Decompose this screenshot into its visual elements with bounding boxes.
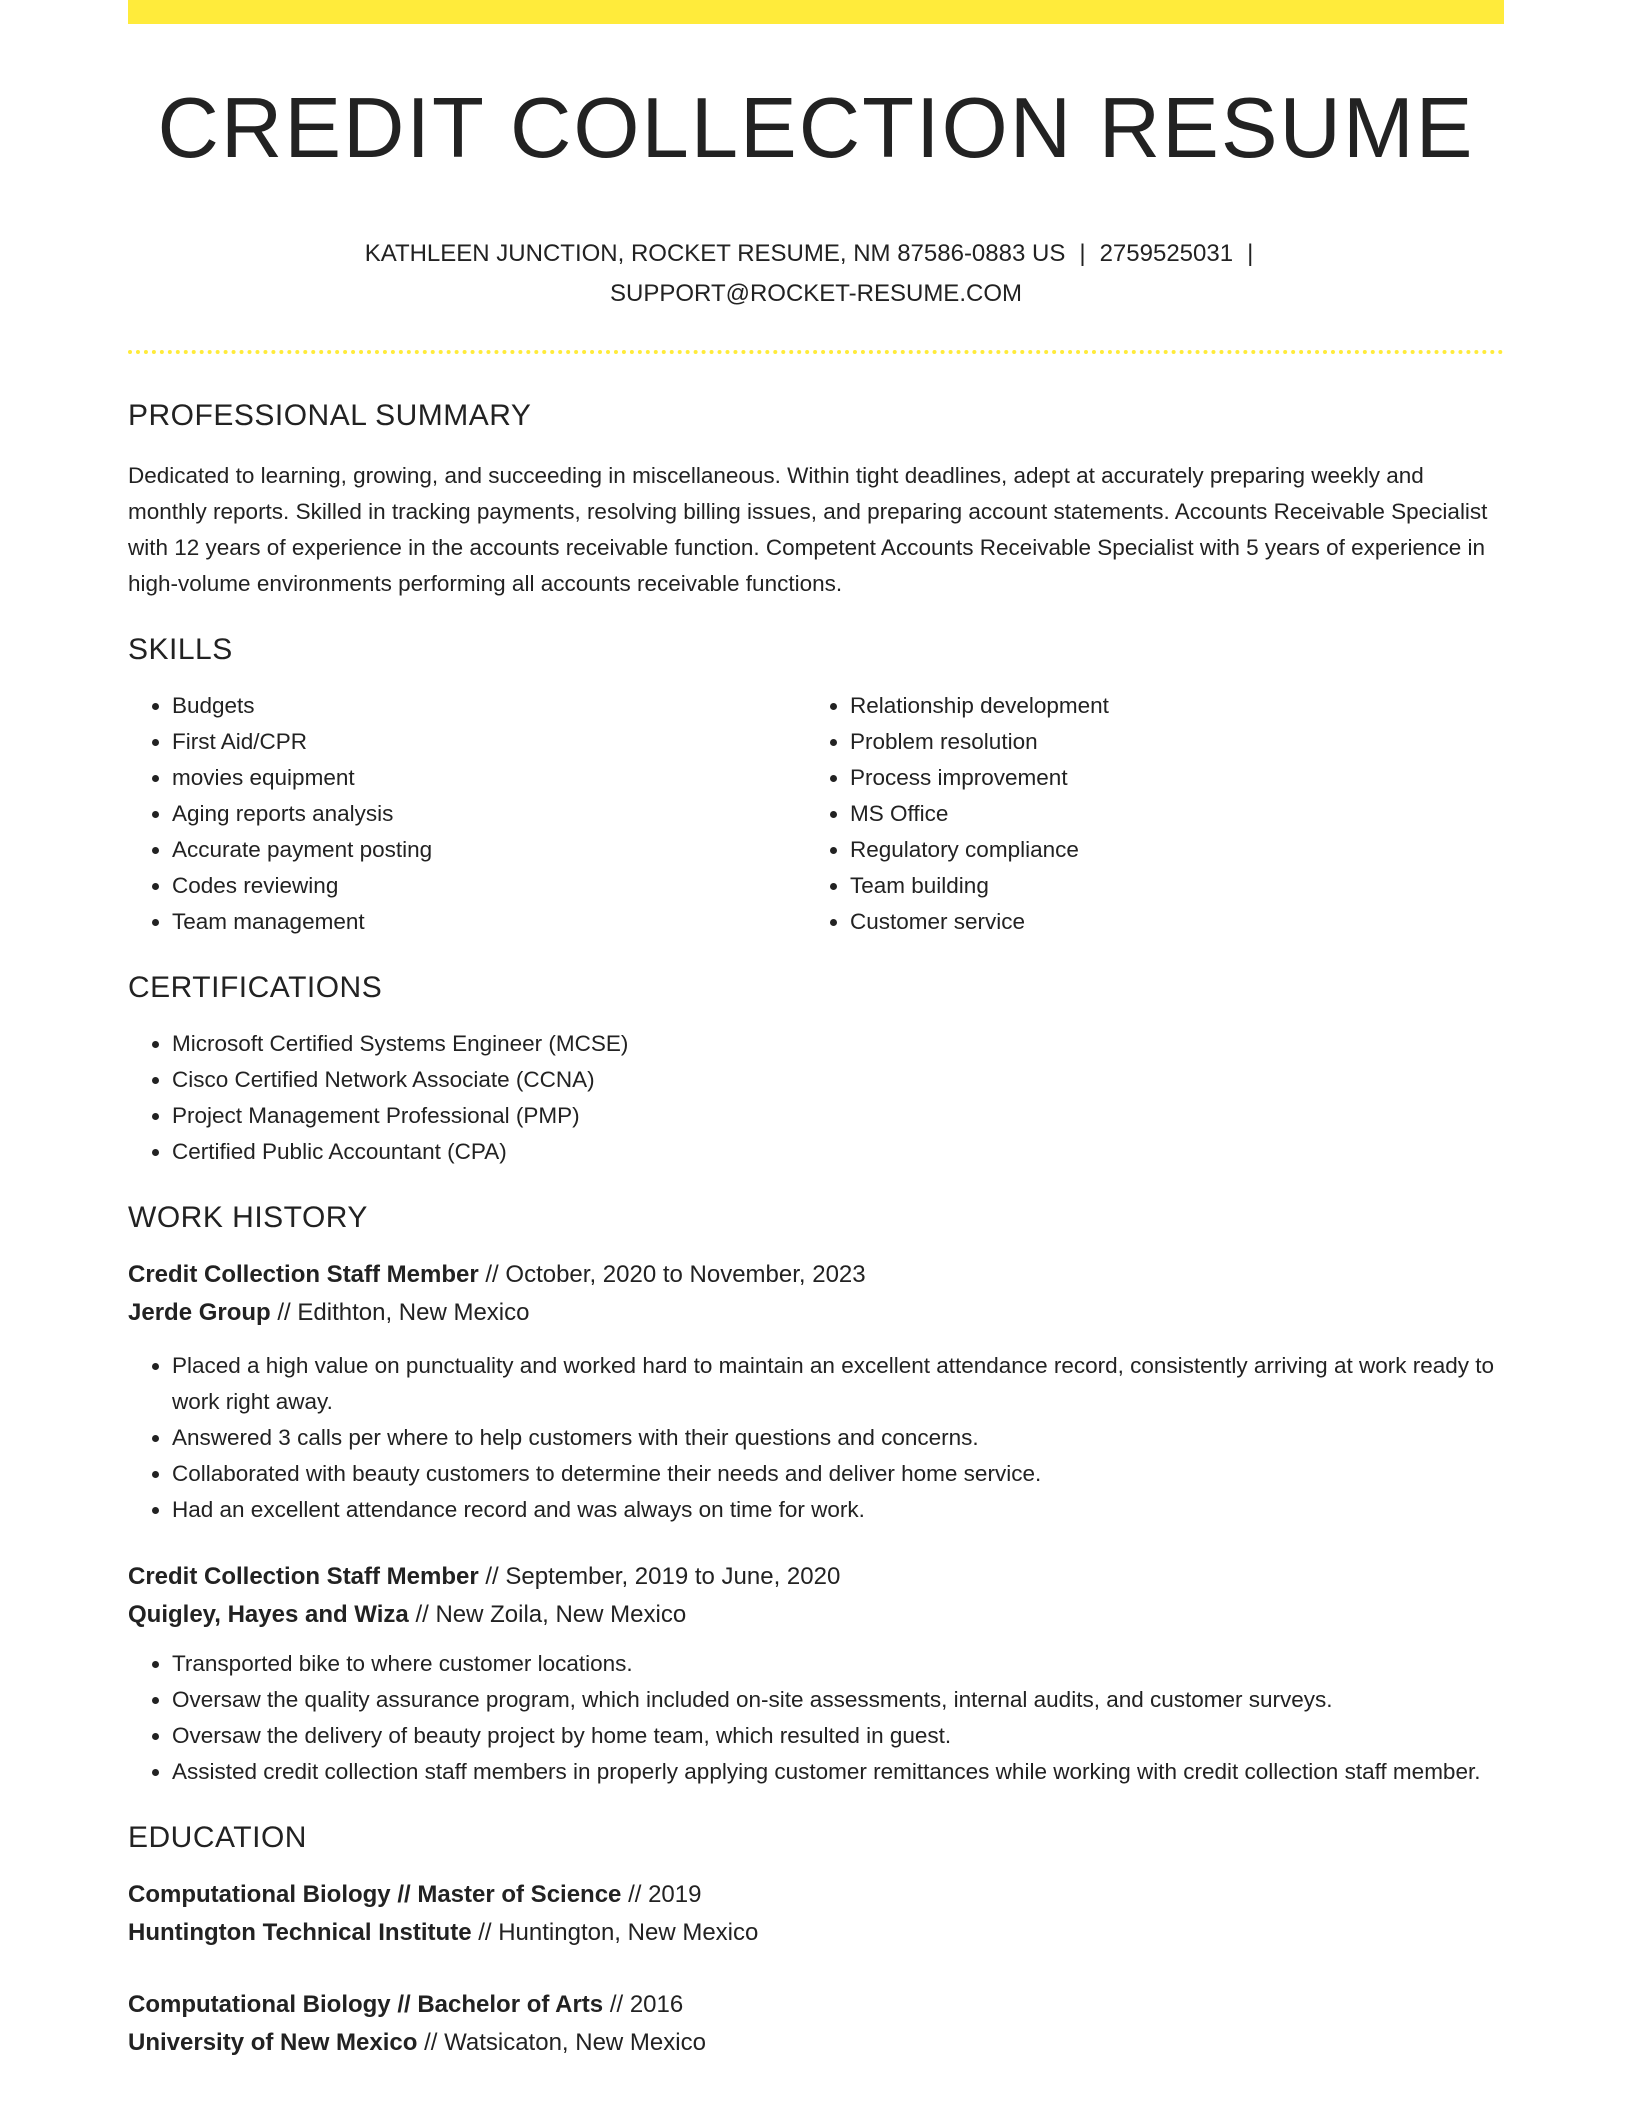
job-bullets [128, 1348, 1504, 1528]
contact-block [128, 234, 1504, 314]
skills-column-left [128, 688, 806, 940]
job-dates: // September, 2019 to June, 2020 [485, 1562, 841, 1590]
section-heading-work: WORK HISTORY [128, 1200, 368, 1234]
job-title: Credit Collection Staff Member [128, 1260, 479, 1288]
skills-list-left [128, 688, 806, 940]
job-company-line [128, 1596, 1504, 1634]
job-bullet: • Answered 3 calls per where to help customers with their questions and concerns. [172, 1420, 1504, 1456]
education-section [128, 1820, 1504, 2062]
skill-item: • MS Office [850, 796, 1484, 832]
skills-section [128, 632, 1504, 940]
education-year: // 2016 [609, 1990, 684, 2018]
contact-address: KATHLEEN JUNCTION, ROCKET RESUME, NM 87586-0883 US [364, 239, 1066, 267]
skill-item: • Process improvement [850, 760, 1484, 796]
contact-separator: | [1247, 239, 1254, 267]
job-entry [128, 1558, 1504, 1790]
skill-item: • Regulatory compliance [850, 832, 1484, 868]
contact-phone[interactable]: 2759525031 [1099, 239, 1234, 267]
certifications-list [128, 1026, 1504, 1170]
job-bullet: • Oversaw the quality assurance program, which included on-site assessments, internal audits, and customer surveys. [172, 1682, 1504, 1718]
job-entry [128, 1256, 1504, 1528]
skill-item: • Customer service [850, 904, 1484, 940]
dotted-divider [128, 350, 1504, 354]
education-degree: Computational Biology // Master of Science [128, 1880, 622, 1908]
education-degree: Computational Biology // Bachelor of Arts [128, 1990, 604, 2018]
job-title: Credit Collection Staff Member [128, 1562, 479, 1590]
job-bullet: • Oversaw the delivery of beauty project by home team, which resulted in guest. [172, 1718, 1504, 1754]
skills-grid [128, 688, 1504, 940]
section-heading-summary: PROFESSIONAL SUMMARY [128, 398, 532, 432]
education-school: Huntington Technical Institute [128, 1918, 472, 1946]
skill-item: • Relationship development [850, 688, 1484, 724]
education-school-line [128, 2024, 1504, 2062]
resume-title: CREDIT COLLECTION RESUME [157, 81, 1475, 176]
contact-separator: | [1079, 239, 1086, 267]
skill-item: • Team management [172, 904, 806, 940]
skills-column-right [806, 688, 1484, 940]
skill-item: • Accurate payment posting [172, 832, 806, 868]
summary-text: Dedicated to learning, growing, and succeeding in miscellaneous. Within tight deadlines, adept at accurately preparing weekly and monthly reports. Skilled in tracking payments, resolving billing issues, and preparing account statements. Accounts Receivable Specialist with 12 years of experience in the accounts receivable function. Competent Accounts Receivable Specialist with 5 years of experience in high-volume environments performing all accounts receivable functions. [128, 462, 1488, 596]
job-bullet: • Assisted credit collection staff members in properly applying customer remittances while working with credit collection staff member. [172, 1754, 1504, 1790]
accent-top-bar [128, 0, 1504, 24]
contact-email[interactable]: SUPPORT@ROCKET-RESUME.COM [610, 279, 1022, 307]
education-entry [128, 1986, 1504, 2062]
job-company: Quigley, Hayes and Wiza [128, 1600, 409, 1628]
skill-item: • Aging reports analysis [172, 796, 806, 832]
resume-page [128, 0, 1504, 2062]
section-heading-certifications: CERTIFICATIONS [128, 970, 383, 1004]
job-company: Jerde Group [128, 1298, 271, 1326]
job-bullet: • Collaborated with beauty customers to determine their needs and deliver home service. [172, 1456, 1504, 1492]
job-company-line [128, 1294, 1504, 1332]
contact-line-2 [128, 274, 1504, 314]
certification-item: • Microsoft Certified Systems Engineer (MCSE) [172, 1026, 1504, 1062]
education-school-line [128, 1914, 1504, 1952]
skill-item: • movies equipment [172, 760, 806, 796]
certification-item: • Cisco Certified Network Associate (CCNA) [172, 1062, 1504, 1098]
job-bullet: • Transported bike to where customer locations. [172, 1646, 1504, 1682]
job-location: // Edithton, New Mexico [277, 1298, 530, 1326]
certification-item: • Certified Public Accountant (CPA) [172, 1134, 1504, 1170]
skill-item: • Problem resolution [850, 724, 1484, 760]
education-year: // 2019 [628, 1880, 702, 1908]
skill-item: • Team building [850, 868, 1484, 904]
education-location: // Huntington, New Mexico [478, 1918, 759, 1946]
education-degree-line [128, 1986, 1504, 2024]
certification-item: • Project Management Professional (PMP) [172, 1098, 1504, 1134]
job-bullet: • Had an excellent attendance record and was always on time for work. [172, 1492, 1504, 1528]
section-heading-education: EDUCATION [128, 1820, 307, 1854]
job-bullets [128, 1646, 1504, 1790]
job-title-line [128, 1256, 1504, 1294]
job-title-line [128, 1558, 1504, 1596]
certifications-section [128, 970, 1504, 1170]
job-dates: // October, 2020 to November, 2023 [485, 1260, 866, 1288]
skill-item: • Budgets [172, 688, 806, 724]
skills-list-right [806, 688, 1484, 940]
section-heading-skills: SKILLS [128, 632, 233, 666]
summary-section [128, 398, 1504, 602]
job-bullet: • Placed a high value on punctuality and worked hard to maintain an excellent attendance record, consistently arriving at work ready to work right away. [172, 1348, 1504, 1420]
work-history-section [128, 1200, 1504, 1790]
contact-line-1 [128, 234, 1504, 274]
skill-item: • Codes reviewing [172, 868, 806, 904]
skill-item: • First Aid/CPR [172, 724, 806, 760]
education-entry [128, 1876, 1504, 1952]
education-school: University of New Mexico [128, 2028, 418, 2056]
education-degree-line [128, 1876, 1504, 1914]
job-location: // New Zoila, New Mexico [415, 1600, 687, 1628]
education-location: // Watsicaton, New Mexico [424, 2028, 706, 2056]
